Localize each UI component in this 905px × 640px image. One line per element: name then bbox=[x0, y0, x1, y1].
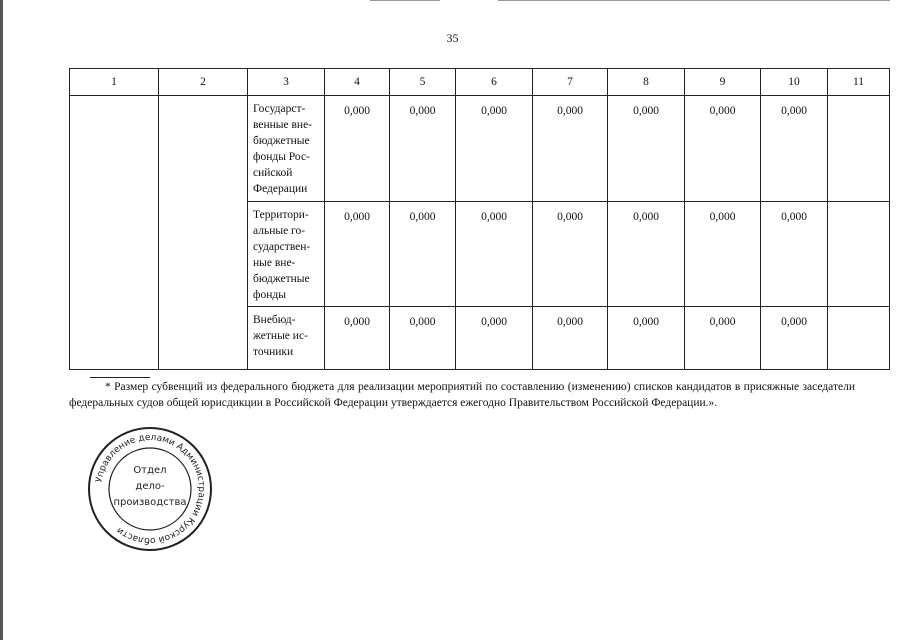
value-cell: 0,000 bbox=[608, 306, 685, 369]
row-name-cell bbox=[248, 202, 325, 307]
value-cell: 0,000 bbox=[390, 96, 456, 202]
value-cell: 0,000 bbox=[761, 96, 828, 202]
row-name-line: жетные ис- bbox=[253, 329, 308, 342]
value-cell: 0,000 bbox=[533, 202, 608, 307]
header-cell: 3 bbox=[248, 69, 325, 96]
header-cell: 7 bbox=[533, 69, 608, 96]
stamp-center-line: производства bbox=[113, 497, 187, 508]
value-cell: 0,000 bbox=[325, 202, 390, 307]
row-name-line: сийской bbox=[253, 167, 293, 180]
row-name-line: бюджетные bbox=[253, 135, 310, 148]
stamp-ring-textpath: Управление делами Администрации Курской области bbox=[94, 432, 207, 546]
row-name-line: сударствен- bbox=[253, 241, 311, 254]
top-rule-right bbox=[498, 0, 890, 1]
empty-cell bbox=[828, 306, 890, 369]
row-name-line: Территори- bbox=[253, 209, 309, 221]
row-name-line: альные го- bbox=[253, 225, 306, 238]
footnote-text: * Размер субвенций из федерального бюджета для реализации мероприятий по составлению (изменению) списков кандидатов в присяжные заседатели федеральных судов общей юрисдикции в Российской Федерации утверждается ежегодно Правительством Российской Федерации.». bbox=[69, 381, 855, 409]
row-name-line: Государст- bbox=[253, 103, 306, 115]
merged-cell-col1 bbox=[70, 96, 159, 370]
row-name-line: фонды Рос- bbox=[253, 151, 310, 164]
header-cell: 11 bbox=[828, 69, 890, 96]
row-name-line: Федерации bbox=[253, 183, 308, 196]
value-cell: 0,000 bbox=[533, 96, 608, 202]
header-cell: 2 bbox=[159, 69, 248, 96]
header-cell: 9 bbox=[685, 69, 761, 96]
row-name-cell bbox=[248, 96, 325, 202]
merged-cell-col2 bbox=[159, 96, 248, 370]
value-cell: 0,000 bbox=[456, 306, 533, 369]
row-name-line: Внебюд- bbox=[253, 313, 296, 326]
footnote-rule bbox=[90, 377, 150, 378]
data-table bbox=[69, 68, 890, 370]
value-cell: 0,000 bbox=[685, 96, 761, 202]
value-cell: 0,000 bbox=[325, 306, 390, 369]
value-cell: 0,000 bbox=[456, 96, 533, 202]
value-cell: 0,000 bbox=[390, 202, 456, 307]
stamp-center-line: дело- bbox=[135, 481, 165, 492]
value-cell: 0,000 bbox=[685, 202, 761, 307]
value-cell: 0,000 bbox=[390, 306, 456, 369]
table-row bbox=[70, 96, 890, 202]
value-cell: 0,000 bbox=[533, 306, 608, 369]
row-name-line: бюджетные bbox=[253, 273, 310, 286]
row-name-line: ные вне- bbox=[253, 257, 296, 270]
empty-cell bbox=[828, 96, 890, 202]
row-name-cell bbox=[248, 306, 325, 369]
value-cell: 0,000 bbox=[325, 96, 390, 202]
empty-cell bbox=[828, 202, 890, 307]
value-cell: 0,000 bbox=[456, 202, 533, 307]
row-name-line: фонды bbox=[253, 289, 286, 302]
header-cell: 4 bbox=[325, 69, 390, 96]
table-header-row bbox=[70, 69, 890, 96]
page-number: 35 bbox=[446, 31, 459, 45]
office-stamp bbox=[86, 425, 214, 553]
header-cell: 8 bbox=[608, 69, 685, 96]
row-name-line: точники bbox=[253, 345, 294, 358]
top-rule-left bbox=[370, 0, 440, 1]
page-edge bbox=[0, 0, 3, 640]
header-cell: 10 bbox=[761, 69, 828, 96]
header-cell: 5 bbox=[390, 69, 456, 96]
value-cell: 0,000 bbox=[608, 96, 685, 202]
row-name-line: венные вне- bbox=[253, 119, 312, 132]
header-cell: 6 bbox=[456, 69, 533, 96]
value-cell: 0,000 bbox=[608, 202, 685, 307]
stamp-center-line: Отдел bbox=[133, 465, 167, 476]
value-cell: 0,000 bbox=[685, 306, 761, 369]
value-cell: 0,000 bbox=[761, 306, 828, 369]
value-cell: 0,000 bbox=[761, 202, 828, 307]
header-cell: 1 bbox=[70, 69, 159, 96]
